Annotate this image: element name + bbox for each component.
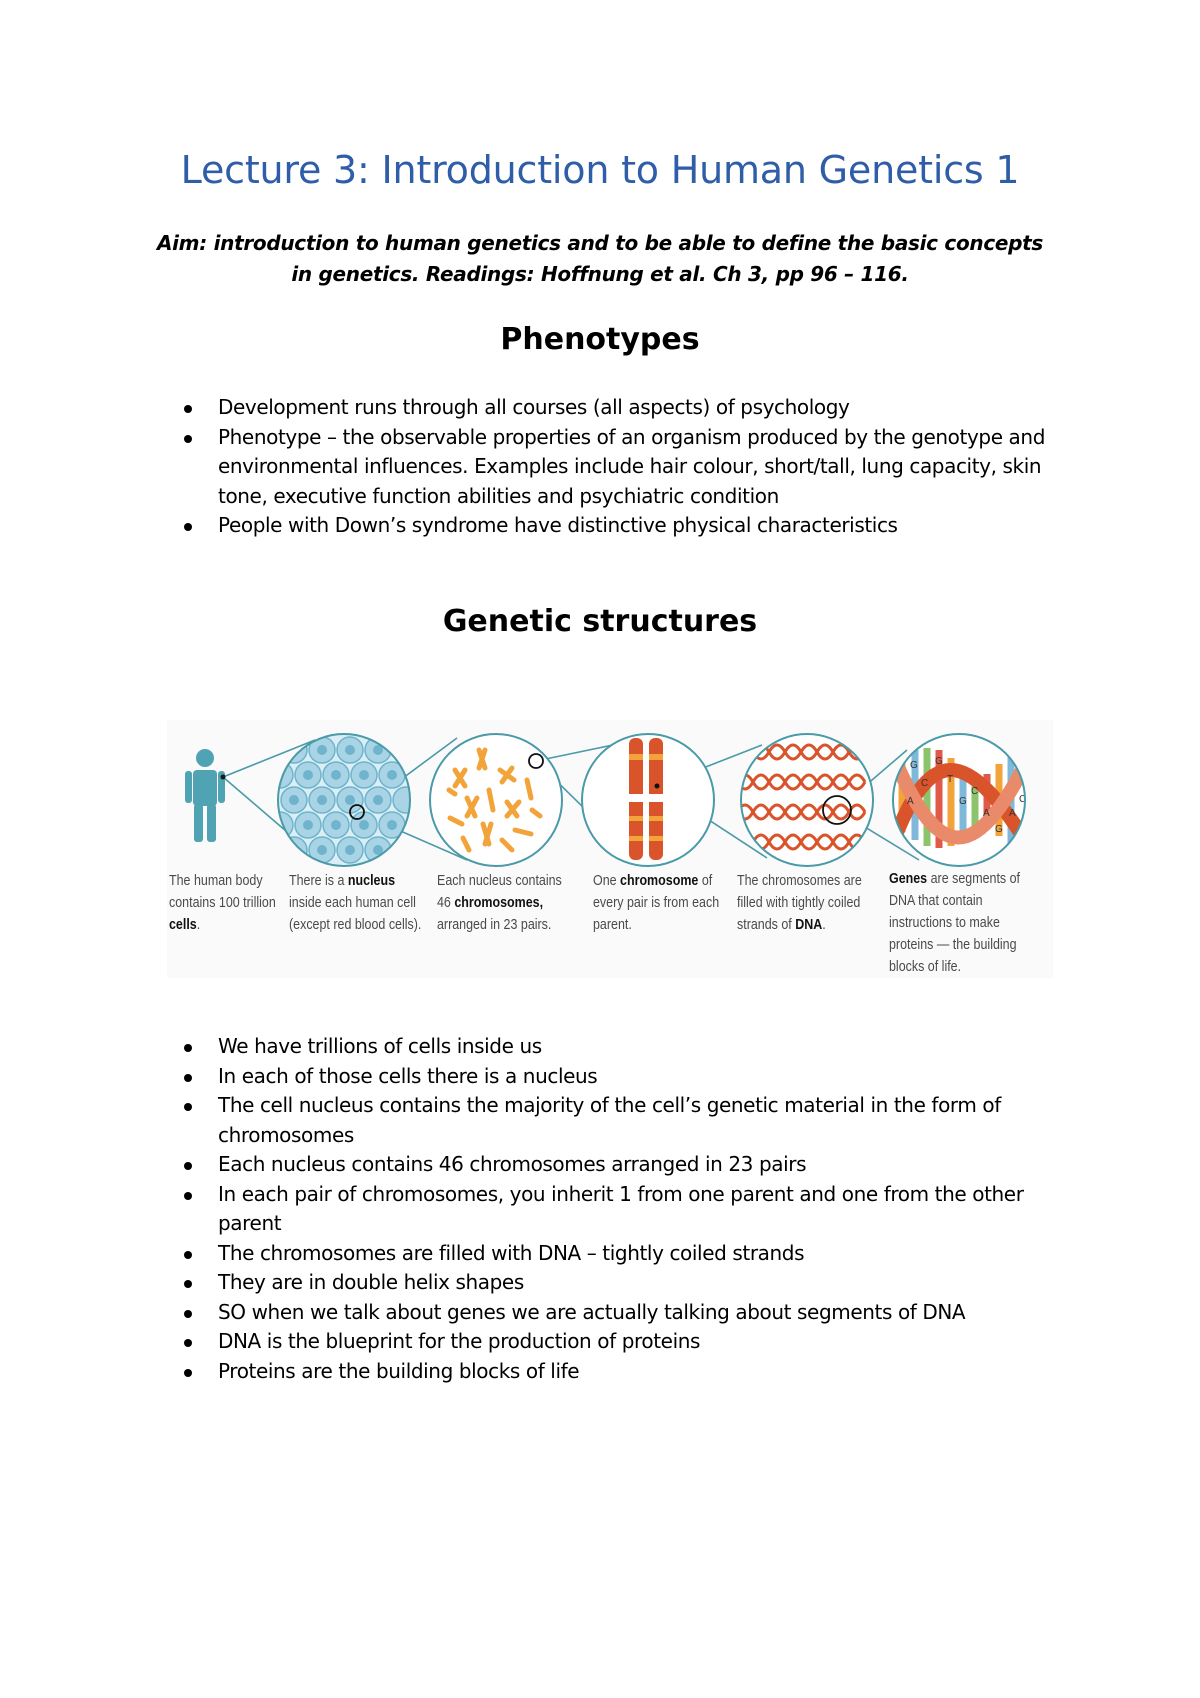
dna-strands-circle <box>737 734 873 866</box>
bullet-icon <box>184 405 192 413</box>
lecture-title: Lecture 3: Introduction to Human Genetics 1 <box>180 148 1020 192</box>
list-item: Each nucleus contains 46 chromosomes arranged in 23 pairs <box>180 1150 1060 1180</box>
cells-circle <box>267 734 419 866</box>
base-letter: A <box>1009 808 1016 819</box>
list-item: People with Down’s syndrome have distinctive physical characteristics <box>180 511 1060 541</box>
heading-genetic-structures: Genetic structures <box>442 604 758 639</box>
base-letter: A <box>983 808 990 819</box>
list-item: They are in double helix shapes <box>180 1268 1060 1298</box>
human-body-icon <box>185 749 225 842</box>
bullet-icon <box>184 1103 192 1111</box>
list-item: We have trillions of cells inside us <box>180 1032 1060 1062</box>
gene-circle <box>887 734 1037 866</box>
list-item: Development runs through all courses (all aspects) of psychology <box>180 393 1060 423</box>
base-letter: G <box>910 760 918 771</box>
list-item: In each of those cells there is a nucleus <box>180 1062 1060 1092</box>
base-letter: G <box>995 824 1003 835</box>
bullet-icon <box>184 435 192 443</box>
list-item: The chromosomes are filled with DNA – tightly coiled strands <box>180 1239 1060 1269</box>
bullet-icon <box>184 523 192 531</box>
figure-caption: There is a nucleus inside each human cell (except red blood cells). <box>289 873 422 933</box>
figure-caption: Each nucleus contains 46 chromosomes, arranged in 23 pairs. <box>437 873 562 933</box>
bullet-icon <box>184 1280 192 1288</box>
base-letter: C <box>1019 794 1027 805</box>
aim-statement: Aim: introduction to human genetics and to be able to define the basic concepts in genetics. Readings: Hoffnung et al. Ch 3, pp 96 – 116. <box>156 231 1044 286</box>
bullet-icon <box>184 1162 192 1170</box>
list-item: SO when we talk about genes we are actually talking about segments of DNA <box>180 1298 1060 1328</box>
list-item: The cell nucleus contains the majority of the cell’s genetic material in the form of chromosomes <box>180 1091 1060 1150</box>
bullet-icon <box>184 1074 192 1082</box>
figure-caption: Genes are segments of DNA that contain instructions to make proteins — the building blocks of life. <box>889 871 1021 975</box>
list-item: Phenotype – the observable properties of an organism produced by the genotype and environmental influences. Examples include hair colour, short/tall, lung capacity, skin tone, executive function abilities and psychiatric condition <box>180 423 1060 512</box>
base-letter: T <box>947 774 954 785</box>
bullet-icon <box>184 1044 192 1052</box>
list-item: DNA is the blueprint for the production of proteins <box>180 1327 1060 1357</box>
bullet-icon <box>184 1251 192 1259</box>
list-item: Proteins are the building blocks of life <box>180 1357 1060 1387</box>
base-letter: C <box>971 786 979 797</box>
list-item: In each pair of chromosomes, you inherit 1 from one parent and one from the other parent <box>180 1180 1060 1239</box>
chromosome-circle <box>582 734 714 866</box>
figure-caption: One chromosome of every pair is from each parent. <box>593 873 720 933</box>
heading-phenotypes: Phenotypes <box>500 322 700 357</box>
base-letter: A <box>907 796 914 807</box>
genetic-structures-bullet-list <box>180 1032 1060 1386</box>
base-letter: G <box>959 796 967 807</box>
figure-caption: The human body contains 100 trillion cells. <box>169 873 276 933</box>
bullet-icon <box>184 1310 192 1318</box>
base-letter: G <box>935 756 943 767</box>
base-letter: C <box>921 778 929 789</box>
figure-caption: The chromosomes are filled with tightly coiled strands of DNA. <box>737 873 862 933</box>
phenotypes-bullet-list <box>180 393 1060 541</box>
bullet-icon <box>184 1339 192 1347</box>
bullet-icon <box>184 1369 192 1377</box>
bullet-icon <box>184 1192 192 1200</box>
genetic-structures-figure <box>167 720 1053 978</box>
nucleus-circle <box>430 734 562 866</box>
